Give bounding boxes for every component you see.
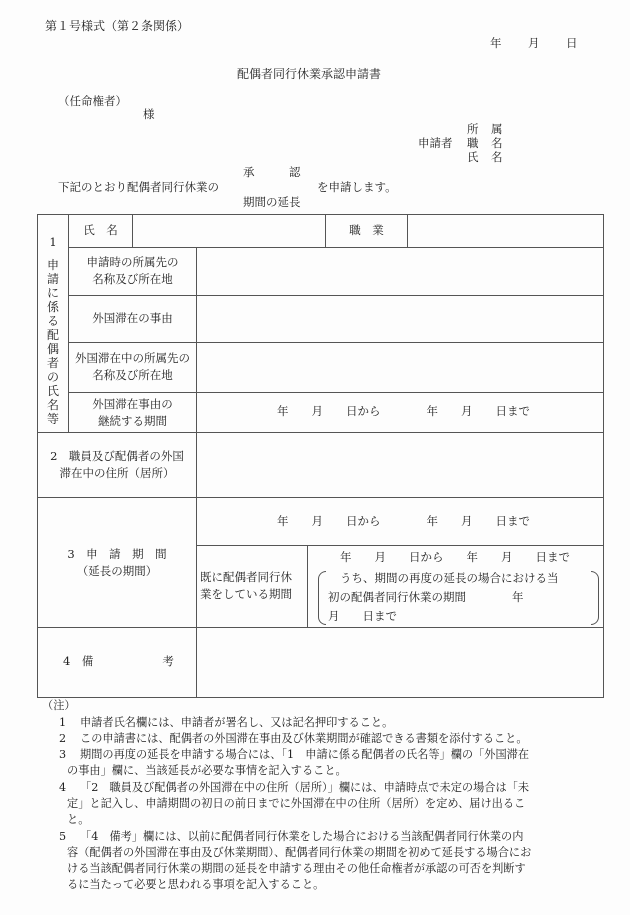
request-option-extension[interactable]: 期間の延長 — [243, 195, 301, 209]
affiliation-abroad-field[interactable] — [197, 343, 603, 392]
request-prefix: 下記のとおり配偶者同行休業の — [58, 180, 219, 194]
label-line: 滞在中の住所（居所） — [59, 466, 175, 480]
note-line: の事由」欄に、当該延長が必要な事情を記入すること。 — [67, 764, 347, 777]
label-line: （延長の期間） — [76, 564, 158, 578]
request-option-approval[interactable]: 承 認 — [243, 165, 301, 179]
applicant-label: 申請者 — [418, 136, 453, 150]
divider — [68, 392, 603, 393]
applicant-field-affiliation-a: 所 — [467, 122, 479, 136]
appointer-label: （任命権者） — [58, 94, 127, 108]
label-line: 申請時の所属先の — [86, 255, 179, 269]
note-number: 5 — [59, 830, 67, 843]
initial-period-note-line: うち、期間の再度の延長の場合における当 — [340, 571, 559, 585]
label-line: 名称及び所在地 — [92, 368, 173, 382]
name-label: 氏 名 — [83, 223, 118, 237]
note-number: 3 — [59, 748, 67, 761]
label-line: 名称及び所在地 — [92, 272, 173, 286]
reason-abroad-label: 外国滞在の事由 — [92, 311, 173, 325]
vertical-char: 者 — [46, 356, 59, 370]
vertical-char: る — [46, 314, 59, 328]
already-on-leave-period[interactable]: 年 月 日から 年 月 日まで — [340, 550, 570, 564]
form-number: 第１号様式（第２条関係） — [45, 19, 190, 33]
label-line: 外国滞在中の所属先の — [75, 351, 190, 365]
note-line: 「4 備考」欄には、以前に配偶者同行休業をした場合における当該配偶者同行休業の内 — [80, 830, 524, 843]
continuation-period-field[interactable]: 年 月 日から 年 月 日まで — [277, 404, 530, 418]
vertical-char: の — [46, 370, 59, 384]
document-title: 配偶者同行休業承認申請書 — [237, 67, 382, 81]
note-line: 「2 職員及び配偶者の外国滞在中の住所（居所）」欄には、申請時点で未定の場合は「未 — [80, 781, 530, 794]
note-line: 期間の再度の延長を申請する場合には、「1 申請に係る配偶者の氏名等」欄の「外国滞在 — [80, 748, 530, 761]
divider — [196, 545, 604, 546]
occupation-field[interactable] — [408, 215, 603, 247]
vertical-char: 等 — [46, 412, 59, 426]
address-abroad-field[interactable] — [197, 433, 603, 497]
continuation-period-label — [69, 396, 196, 430]
label-line: 業をしている期間 — [200, 587, 292, 601]
date-year-label: 年 — [490, 36, 502, 50]
note-line: ける当該配偶者同行休業の期間の延長を申請する理由その他任命権者が承認の可否を判断す — [67, 862, 526, 875]
applicant-field-name-a: 氏 — [467, 150, 479, 164]
applicant-field-affiliation-b: 属 — [491, 122, 503, 136]
table-border-bottom — [37, 697, 604, 698]
remarks-field[interactable] — [197, 628, 603, 697]
vertical-char: 名 — [46, 398, 59, 412]
applicant-field-position-a: 職 — [467, 136, 479, 150]
request-suffix: を申請します。 — [317, 180, 397, 194]
vertical-char: 偶 — [46, 342, 59, 356]
note-line: と。 — [67, 813, 90, 826]
divider — [37, 497, 604, 498]
affiliation-abroad-label — [69, 350, 196, 384]
vertical-char: 配 — [46, 328, 59, 342]
vertical-char: 係 — [46, 300, 59, 314]
vertical-char: 請 — [46, 272, 59, 286]
note-number: 4 — [59, 781, 67, 794]
note-line: 申請者氏名欄には、申請者が署名し、又は記名押印すること。 — [80, 716, 394, 729]
applicant-field-position-b: 名 — [491, 136, 503, 150]
label-line: 既に配偶者同行休 — [200, 570, 292, 584]
section1-number: 1 — [49, 235, 57, 249]
affiliation-at-application-field[interactable] — [197, 248, 603, 295]
already-on-leave-label — [197, 569, 310, 603]
note-line: 容（配偶者の外国滞在事由及び休業期間）、配偶者同行休業の期間を初めて延長する場合にお — [67, 846, 532, 859]
label-line: 3 申 請 期 間 — [67, 547, 167, 561]
section1-vertical-label — [38, 258, 68, 426]
label-line: 2 職員及び配偶者の外国 — [50, 449, 184, 463]
vertical-char: に — [46, 286, 59, 300]
occupation-label: 職 業 — [349, 223, 384, 237]
note-number: 2 — [59, 732, 67, 745]
reason-abroad-field[interactable] — [197, 296, 603, 342]
affiliation-at-application-label — [69, 254, 196, 288]
bracket-right-icon — [591, 571, 599, 625]
initial-period-note-line: 月 日まで — [328, 609, 397, 623]
application-period-field[interactable]: 年 月 日から 年 月 日まで — [277, 514, 530, 528]
address-abroad-label — [38, 448, 196, 482]
vertical-char: 氏 — [46, 384, 59, 398]
date-day-label: 日 — [566, 36, 578, 50]
label-line: 外国滞在事由の — [92, 397, 173, 411]
notes-heading: （注） — [42, 699, 76, 712]
name-field[interactable] — [133, 215, 325, 247]
applicant-field-name-b: 名 — [491, 150, 503, 164]
application-period-label — [38, 546, 196, 580]
label-line: 継続する期間 — [98, 414, 167, 428]
date-month-label: 月 — [528, 36, 540, 50]
initial-period-note-line: 初の配偶者同行休業の期間 年 — [328, 590, 524, 604]
note-line: この申請書には、配偶者の外国滞在事由及び休業期間が確認できる書類を添付すること。 — [80, 732, 528, 745]
vertical-char: 申 — [46, 258, 59, 272]
table-border-right — [603, 214, 604, 698]
bracket-left-icon — [318, 571, 326, 625]
note-line: るに当たって必要と思われる事項を記入すること。 — [67, 878, 325, 891]
honorific-label: 様 — [143, 107, 155, 121]
remarks-label: 4 備 考 — [63, 654, 174, 668]
note-number: 1 — [59, 716, 67, 729]
note-line: 定」と記入し、申請期間の初日の前日までに外国滞在中の住所（居所）を定め、届け出るこ — [67, 797, 526, 810]
